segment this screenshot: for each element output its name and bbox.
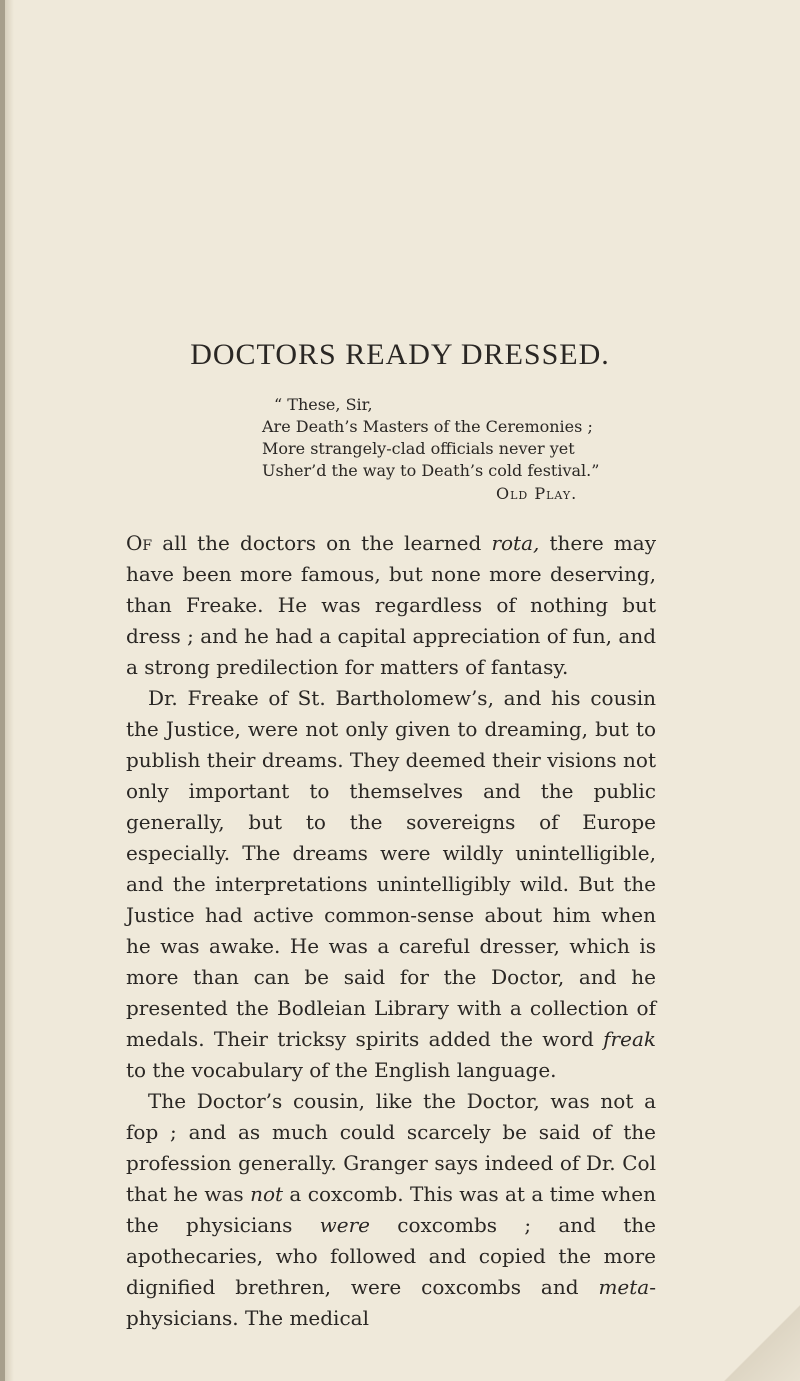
paragraph-lead-word: Of — [126, 531, 153, 555]
paragraph-text: coxcombs ; and the apothecaries, who followed and copied the more dignified brethren, were coxcombs and — [126, 1213, 656, 1299]
epigraph-line: Are Death’s Masters of the Ceremonies ; — [262, 417, 593, 436]
page-edge — [0, 0, 5, 1381]
page-corner-crease — [710, 1301, 800, 1381]
paragraph-text: to the vocabulary of the English language. — [126, 1058, 557, 1082]
italic-word: were — [319, 1213, 370, 1237]
epigraph-attribution: Old Play. — [496, 484, 578, 503]
paragraph — [126, 1086, 656, 1334]
italic-word: freak — [603, 1027, 656, 1051]
paragraph-text: -physicians. The medical — [126, 1275, 656, 1330]
italic-word: not — [250, 1182, 284, 1206]
paragraph — [126, 528, 656, 683]
epigraph — [262, 394, 682, 505]
epigraph-line: “ These, Sir, — [274, 395, 373, 414]
paragraph-text: there may have been more famous, but none more deserving, than Freake. He was regardless of nothing but dress ; and he had a capital appreciation of fun, and a strong predilection for matters of fantasy. — [126, 531, 656, 679]
paragraph-text: The Doctor’s cousin, like the Doctor, was not a fop ; and as much could scarcely be said of the profession generally. Granger says indeed of Dr. Col that he was — [126, 1089, 656, 1206]
chapter-title: DOCTORS READY DRESSED. — [190, 338, 610, 371]
paragraph-text: a coxcomb. This was at a time when the physicians — [126, 1182, 656, 1237]
paragraph-text: all the doctors on the learned — [152, 531, 492, 555]
epigraph-line: Usher’d the way to Death’s cold festival.” — [262, 461, 600, 480]
italic-word: meta — [598, 1275, 650, 1299]
epigraph-line: More strangely-clad officials never yet — [262, 439, 575, 458]
paragraph-text: Dr. Freake of St. Bartholomew’s, and his cousin the Justice, were not only given to dreaming, but to publish their dreams. They deemed their visions not only important to themselves and the public generally, but to the sovereigns of Europe especially. The dreams were wildly unintelligible, and the interpretations unintelligibly wild. But the Justice had active common-sense about him when he was awake. He was a careful dresser, which is more than can be said for the Doctor, and he presented the Bodleian Library with a collection of medals. Their tricksy spirits added the word — [126, 686, 656, 1051]
body-text — [126, 528, 656, 1334]
italic-word: rota, — [491, 531, 540, 555]
paragraph — [126, 683, 656, 1086]
